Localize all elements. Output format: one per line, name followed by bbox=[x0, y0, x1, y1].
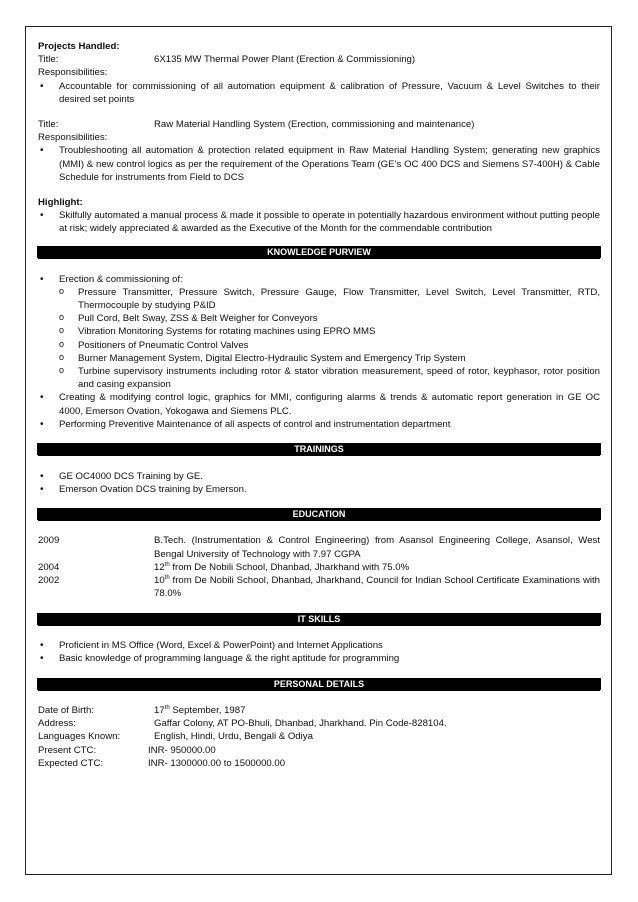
project-2-title-row bbox=[38, 118, 600, 131]
highlight-bullet: • Skilfully automated a manual process & made it possible to operate in potentially hazardous environment without putting people at risk; widely appreciated & awarded as the Executive of the Month for the commendable contribution bbox=[38, 209, 600, 235]
education-desc bbox=[154, 574, 600, 600]
knowledge-bullet-erection: • Erection & commissioning of: bbox=[38, 273, 600, 286]
ordinal-suffix: th bbox=[164, 561, 170, 568]
education-desc: B.Tech. (Instrumentation & Control Engineering) from Asansol Engineering College, Asansol, West Bengal University of Technology with 7.97 CGPA bbox=[154, 535, 600, 560]
projects-heading: Projects Handled: bbox=[38, 41, 120, 52]
highlight-label: Highlight: bbox=[38, 197, 83, 209]
education-row bbox=[38, 561, 600, 574]
personal-address-row bbox=[38, 717, 600, 730]
project-1-bullet: • Accountable for commissioning of all automation equipment & calibration of Pressure, Vacuum & Level Switches to their desired set points bbox=[38, 80, 600, 106]
expected-ctc-value: INR- 1300000.00 to 1500000.00 bbox=[148, 757, 286, 769]
languages-value: English, Hindi, Urdu, Bengali & Odiya bbox=[154, 731, 313, 743]
knowledge-bullet-maintenance: • Performing Preventive Maintenance of all aspects of control and instrumentation department bbox=[38, 418, 600, 431]
project-1-title-label: Title: bbox=[38, 54, 59, 66]
address-value: Gaffar Colony, AT PO-Bhuli, Dhanbad, Jharkhand. Pin Code-828104. bbox=[154, 718, 447, 730]
dob-day: 17 bbox=[154, 704, 165, 716]
it-skills-heading: IT SKILLS bbox=[37, 613, 601, 625]
education-row bbox=[38, 534, 600, 560]
ordinal-suffix: th bbox=[164, 574, 170, 581]
ordinal-suffix: th bbox=[164, 704, 170, 711]
education-grade: 12 bbox=[154, 561, 165, 573]
address-label: Address: bbox=[38, 718, 76, 730]
project-2-resp-label: Responsibilities: bbox=[38, 132, 108, 144]
present-ctc-value: INR- 950000.00 bbox=[148, 744, 216, 756]
training-item: • Emerson Ovation DCS training by Emerson. bbox=[38, 483, 600, 496]
dob-rest: September, 1987 bbox=[169, 704, 246, 716]
education-year: 2004 bbox=[38, 561, 60, 573]
knowledge-sub-item: o Turbine supervisory instruments including rotor & stator vibration measurement, speed of rotor, keyphasor, rotor position and casing expansion bbox=[38, 365, 600, 391]
knowledge-heading: KNOWLEDGE PURVIEW bbox=[37, 246, 601, 258]
education-year: 2009 bbox=[38, 535, 60, 547]
knowledge-sub-item: o Burner Management System, Digital Electro-Hydraulic System and Emergency Trip System bbox=[38, 352, 600, 365]
project-1-title-row bbox=[38, 53, 600, 66]
resume-content bbox=[38, 40, 600, 770]
personal-languages-row bbox=[38, 730, 600, 743]
dob-value bbox=[154, 704, 245, 717]
trainings-heading: TRAININGS bbox=[37, 443, 601, 455]
education-desc-text: from De Nobili School, Dhanbad, Jharkhand with 75.0% bbox=[169, 561, 410, 573]
education-year: 2002 bbox=[38, 575, 60, 587]
languages-label: Languages Known: bbox=[38, 731, 121, 743]
resume-page bbox=[25, 26, 612, 875]
project-2-bullet: • Troubleshooting all automation & protection related equipment in Raw Material Handling System; generating new graphics (MMI) & new control logics as per the requirement of the Operations Team (GE’s OC 400 DCS and Siemens S7-400H) & Cable Schedule for instruments from Field to DCS bbox=[38, 144, 600, 184]
training-item: • GE OC4000 DCS Training by GE. bbox=[38, 470, 600, 483]
project-2-title-label: Title: bbox=[38, 119, 59, 131]
knowledge-sub-item: o Pressure Transmitter, Pressure Switch, Pressure Gauge, Flow Transmitter, Level Switch, Level Transmitter, RTD, Thermocouple by studying P&ID bbox=[38, 286, 600, 312]
personal-details-heading: PERSONAL DETAILS bbox=[37, 678, 601, 690]
knowledge-sub-item: o Positioners of Pneumatic Control Valves bbox=[38, 339, 600, 352]
project-2-title: Raw Material Handling System (Erection, commissioning and maintenance) bbox=[154, 119, 475, 131]
knowledge-sub-item: o Pull Cord, Belt Sway, ZSS & Belt Weigher for Conveyors bbox=[38, 312, 600, 325]
personal-dob-row bbox=[38, 704, 600, 717]
it-skill-item: • Proficient in MS Office (Word, Excel & PowerPoint) and Internet Applications bbox=[38, 639, 600, 652]
education-row bbox=[38, 574, 600, 600]
knowledge-bullet-logic: • Creating & modifying control logic, graphics for MMI, configuring alarms & trends & automatic report generation in GE OC 4000, Emerson Ovation, Yokogawa and Siemens PLC. bbox=[38, 391, 600, 417]
dob-label: Date of Birth: bbox=[38, 704, 94, 716]
education-desc-text: from De Nobili School, Dhanbad, Jharkhand, Council for Indian School Certificate Examinations with 78.0% bbox=[154, 575, 600, 600]
education-desc bbox=[154, 561, 600, 574]
project-1-title: 6X135 MW Thermal Power Plant (Erection & Commissioning) bbox=[154, 54, 416, 66]
education-heading: EDUCATION bbox=[37, 508, 601, 520]
it-skill-item: • Basic knowledge of programming language & the right aptitude for programming bbox=[38, 652, 600, 665]
present-ctc-label: Present CTC: bbox=[38, 744, 97, 756]
project-1-resp-label: Responsibilities: bbox=[38, 67, 108, 79]
expected-ctc-label: Expected CTC: bbox=[38, 757, 104, 769]
personal-present-ctc-row bbox=[38, 744, 600, 757]
knowledge-sub-item: o Vibration Monitoring Systems for rotating machines using EPRO MMS bbox=[38, 325, 600, 338]
personal-expected-ctc-row bbox=[38, 757, 600, 770]
education-grade: 10 bbox=[154, 575, 165, 587]
